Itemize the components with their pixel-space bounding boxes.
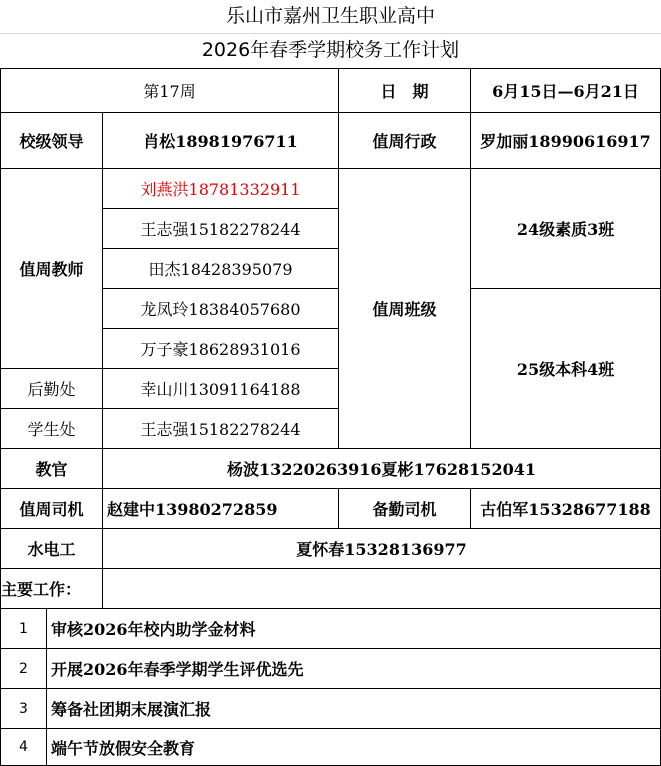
task-text: 端午节放假安全教育	[47, 729, 661, 766]
task-item	[1, 729, 661, 766]
task-text: 筹备社团期末展演汇报	[47, 689, 661, 729]
schedule-table	[0, 68, 661, 766]
instructor-row	[1, 449, 661, 489]
utility-row	[1, 529, 661, 569]
admin-value: 罗加丽18990616917	[471, 113, 661, 169]
backup-driver-label: 备勤司机	[339, 489, 471, 529]
teacher-name: 龙凤玲18384057680	[103, 289, 339, 329]
duty-class-a: 24级素质3班	[471, 169, 661, 289]
student-office-value: 王志强15182278244	[103, 409, 339, 449]
utility-value: 夏怀春15328136977	[103, 529, 661, 569]
task-item	[1, 689, 661, 729]
school-title: 乐山市嘉州卫生职业高中	[225, 5, 435, 27]
teacher-row	[1, 169, 661, 209]
tasks-header-blank	[103, 569, 661, 609]
tasks-label: 主要工作：	[1, 569, 103, 609]
task-text: 开展2026年春季学期学生评优选先	[47, 649, 661, 689]
leader-row	[1, 113, 661, 169]
logistics-label: 后勤处	[1, 369, 103, 409]
driver-value: 赵建中13980272859	[103, 489, 339, 529]
plan-title: 2026年春季学期校务工作计划	[201, 39, 460, 61]
task-text: 审核2026年校内助学金材料	[47, 609, 661, 649]
teacher-name: 刘燕洪18781332911	[103, 169, 339, 209]
driver-row	[1, 489, 661, 529]
leader-label: 校级领导	[1, 113, 103, 169]
task-number: 3	[1, 689, 47, 729]
student-office-label: 学生处	[1, 409, 103, 449]
date-label: 日 期	[339, 69, 471, 113]
admin-label: 值周行政	[339, 113, 471, 169]
utility-label: 水电工	[1, 529, 103, 569]
teachers-label: 值周教师	[1, 169, 103, 369]
week-label: 第17周	[1, 69, 339, 113]
tasks-header-row	[1, 569, 661, 609]
duty-class-label: 值周班级	[339, 169, 471, 449]
instructor-label: 教官	[1, 449, 103, 489]
task-item	[1, 649, 661, 689]
backup-driver-value: 古伯军15328677188	[471, 489, 661, 529]
gridline	[0, 33, 661, 34]
week-row	[1, 69, 661, 113]
task-number: 2	[1, 649, 47, 689]
logistics-value: 幸山川13091164188	[103, 369, 339, 409]
leader-value: 肖松18981976711	[103, 113, 339, 169]
driver-label: 值周司机	[1, 489, 103, 529]
teacher-name: 王志强15182278244	[103, 209, 339, 249]
teacher-name: 万子豪18628931016	[103, 329, 339, 369]
date-value: 6月15日—6月21日	[471, 69, 661, 113]
task-item	[1, 609, 661, 649]
task-number: 4	[1, 729, 47, 766]
instructor-value: 杨波13220263916夏彬17628152041	[103, 449, 661, 489]
task-number: 1	[1, 609, 47, 649]
teacher-name: 田杰18428395079	[103, 249, 339, 289]
duty-class-b: 25级本科4班	[471, 289, 661, 449]
